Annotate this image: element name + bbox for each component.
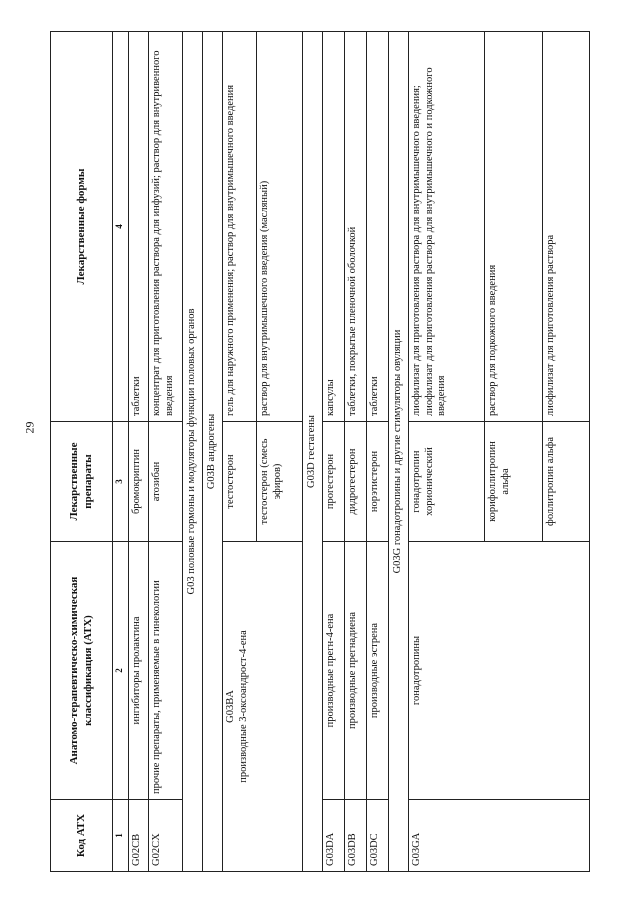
- section-heading: G03 половые гормоны и модуляторы функции половых органов: [183, 32, 203, 872]
- dosage-form: раствор для внутримышечного введения (масляный): [257, 32, 303, 422]
- section-heading: G03D гестагены: [303, 32, 323, 872]
- header-forms: Лекарственные формы: [51, 32, 113, 422]
- atc-class: прочие препараты, применяемые в гинекологии: [149, 542, 183, 800]
- drug-name: норэтистерон: [367, 422, 389, 542]
- atc-code: G03DA: [323, 800, 345, 872]
- section-heading: G03B андрогены: [203, 32, 223, 872]
- dosage-form: гель для наружного применения; раствор для внутримышечного введения: [223, 32, 257, 422]
- atc-class: производные прегн-4-ена: [323, 542, 345, 800]
- dosage-form: лиофилизат для приготовления раствора для внутримышечного введения; лиофилизат для приготовления раствора для внутримышечного и подкожного введения: [409, 32, 485, 422]
- column-number-row: [113, 32, 129, 872]
- table-row: [409, 32, 485, 872]
- col-number-1: 1: [113, 800, 129, 872]
- dosage-form: капсулы: [323, 32, 345, 422]
- col-number-4: 4: [113, 32, 129, 422]
- drug-name: тестостерон: [223, 422, 257, 542]
- col-number-3: 3: [113, 422, 129, 542]
- table-row: [323, 32, 345, 872]
- header-drugs: Лекарственные препараты: [51, 422, 113, 542]
- atc-code: G03DB: [345, 800, 367, 872]
- drug-name: фоллитропин альфа: [543, 422, 590, 542]
- drug-name: дидрогестерон: [345, 422, 367, 542]
- col-number-2: 2: [113, 542, 129, 800]
- drug-name: тестостерон (смесь эфиров): [257, 422, 303, 542]
- drug-name: атозибан: [149, 422, 183, 542]
- atc-table: [50, 31, 590, 872]
- atc-code: G02CX: [149, 800, 183, 872]
- atc-code: G03DC: [367, 800, 389, 872]
- atc-class: производные эстрена: [367, 542, 389, 800]
- section-heading: G03G гонадотропины и другие стимуляторы овуляции: [389, 32, 409, 872]
- atc-merged-cell: [223, 542, 303, 872]
- atc-code: G02CB: [129, 800, 149, 872]
- table-row: [223, 32, 257, 872]
- drug-name: гонадотропин хорионический: [409, 422, 485, 542]
- drug-name: прогестерон: [323, 422, 345, 542]
- atc-code: G03BA: [225, 690, 236, 723]
- section-row: [303, 32, 323, 872]
- table-row: [149, 32, 183, 872]
- dosage-form: таблетки: [129, 32, 149, 422]
- dosage-form: таблетки, покрытые пленочной оболочкой: [345, 32, 367, 422]
- dosage-form: концентрат для приготовления раствора для инфузий; раствор для внутривенного введения: [149, 32, 183, 422]
- atc-code: G03GA: [409, 800, 590, 872]
- page-number: 29: [22, 421, 37, 434]
- dosage-form: лиофилизат для приготовления раствора: [543, 32, 590, 422]
- table-row: [345, 32, 367, 872]
- dosage-form: таблетки: [367, 32, 389, 422]
- section-row: [203, 32, 223, 872]
- atc-class: производные 3-оксоандрост-4-ена: [237, 630, 249, 783]
- rotated-table-container: [50, 32, 590, 872]
- atc-class: производные прегнадиена: [345, 542, 367, 800]
- table-row: [129, 32, 149, 872]
- table-row: [367, 32, 389, 872]
- drug-name: корифоллитропин альфа: [485, 422, 543, 542]
- section-row: [389, 32, 409, 872]
- atc-class: ингибиторы пролактина: [129, 542, 149, 800]
- atc-class: гонадотропины: [409, 542, 590, 800]
- header-classification: Анатомо-терапевтическо-химическая классификация (АТХ): [51, 542, 113, 800]
- table-header-row: [51, 32, 113, 872]
- dosage-form: раствор для подкожного введения: [485, 32, 543, 422]
- drug-name: бромокриптин: [129, 422, 149, 542]
- header-code: Код АТХ: [51, 800, 113, 872]
- section-row: [183, 32, 203, 872]
